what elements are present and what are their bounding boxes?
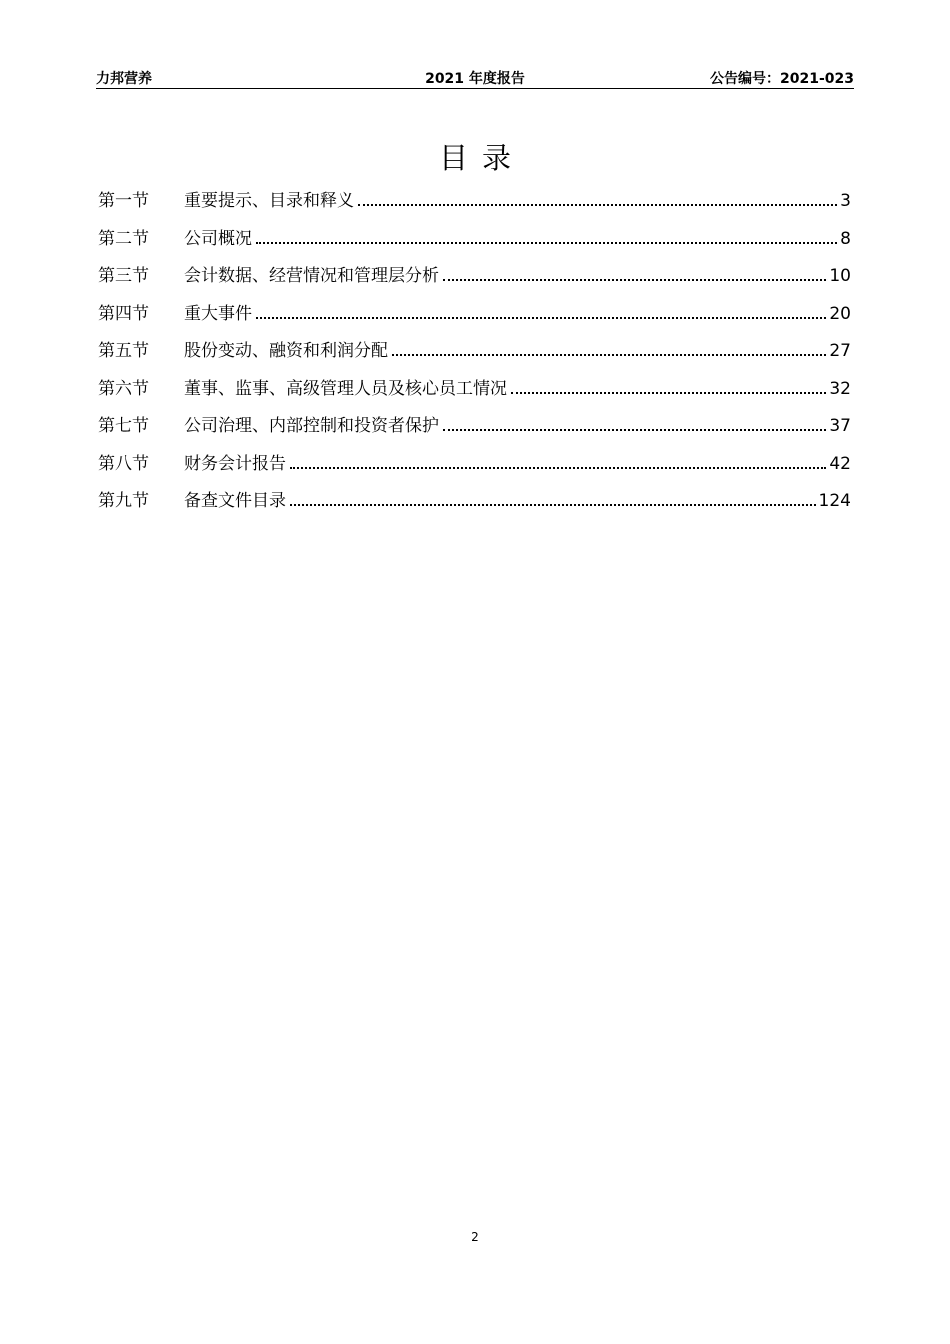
toc-leader-dots	[256, 316, 826, 319]
table-of-contents	[98, 186, 851, 524]
toc-page-number: 8	[840, 228, 851, 249]
toc-page-number: 42	[829, 453, 851, 474]
page-header	[96, 64, 854, 89]
toc-section-title: 重要提示、目录和释义	[184, 191, 354, 211]
toc-leader-dots	[358, 203, 837, 206]
toc-section-number: 第八节	[98, 453, 149, 474]
toc-section-number: 第五节	[98, 341, 149, 361]
toc-section-title: 董事、监事、高级管理人员及核心员工情况	[184, 378, 507, 399]
page-number: 2	[471, 1230, 479, 1244]
toc-section-title: 会计数据、经营情况和管理层分析	[184, 266, 439, 286]
toc-leader-dots	[511, 391, 826, 394]
toc-entry[interactable]	[98, 299, 851, 337]
toc-page-number: 32	[829, 378, 851, 399]
toc-section-number: 第三节	[98, 266, 149, 286]
toc-entry[interactable]	[98, 224, 851, 262]
toc-section-number: 第七节	[98, 416, 149, 436]
toc-title: 目录	[438, 141, 525, 175]
toc-page-number: 10	[829, 266, 851, 286]
toc-leader-dots	[290, 466, 826, 469]
toc-leader-dots	[443, 278, 826, 281]
toc-page-number: 37	[829, 416, 851, 436]
toc-entry[interactable]	[98, 449, 851, 487]
toc-section-title: 财务会计报告	[184, 453, 286, 474]
toc-entry[interactable]	[98, 186, 851, 224]
toc-leader-dots	[443, 428, 826, 431]
toc-section-title: 重大事件	[184, 303, 252, 324]
toc-section-number: 第四节	[98, 303, 149, 324]
toc-leader-dots	[290, 503, 816, 506]
toc-entry[interactable]	[98, 486, 851, 524]
toc-entry[interactable]	[98, 336, 851, 374]
toc-page-number: 20	[829, 303, 851, 324]
toc-section-title: 股份变动、融资和利润分配	[184, 341, 388, 361]
header-notice-number: 公告编号：2021-023	[710, 71, 854, 87]
toc-entry[interactable]	[98, 374, 851, 412]
toc-page-number: 3	[840, 191, 851, 211]
toc-page-number: 27	[829, 341, 851, 361]
toc-section-number: 第二节	[98, 228, 149, 249]
header-report-title: 2021 年度报告	[425, 71, 525, 87]
toc-leader-dots	[256, 241, 837, 244]
toc-section-number: 第九节	[98, 491, 149, 511]
toc-section-title: 公司治理、内部控制和投资者保护	[184, 416, 439, 436]
toc-section-number: 第一节	[98, 191, 149, 211]
toc-leader-dots	[392, 353, 826, 356]
toc-section-title: 公司概况	[184, 228, 252, 249]
toc-entry[interactable]	[98, 261, 851, 299]
toc-section-number: 第六节	[98, 378, 149, 399]
toc-page-number: 124	[818, 491, 851, 511]
toc-section-title: 备查文件目录	[184, 491, 286, 511]
header-company: 力邦营养	[96, 71, 152, 87]
toc-entry[interactable]	[98, 411, 851, 449]
